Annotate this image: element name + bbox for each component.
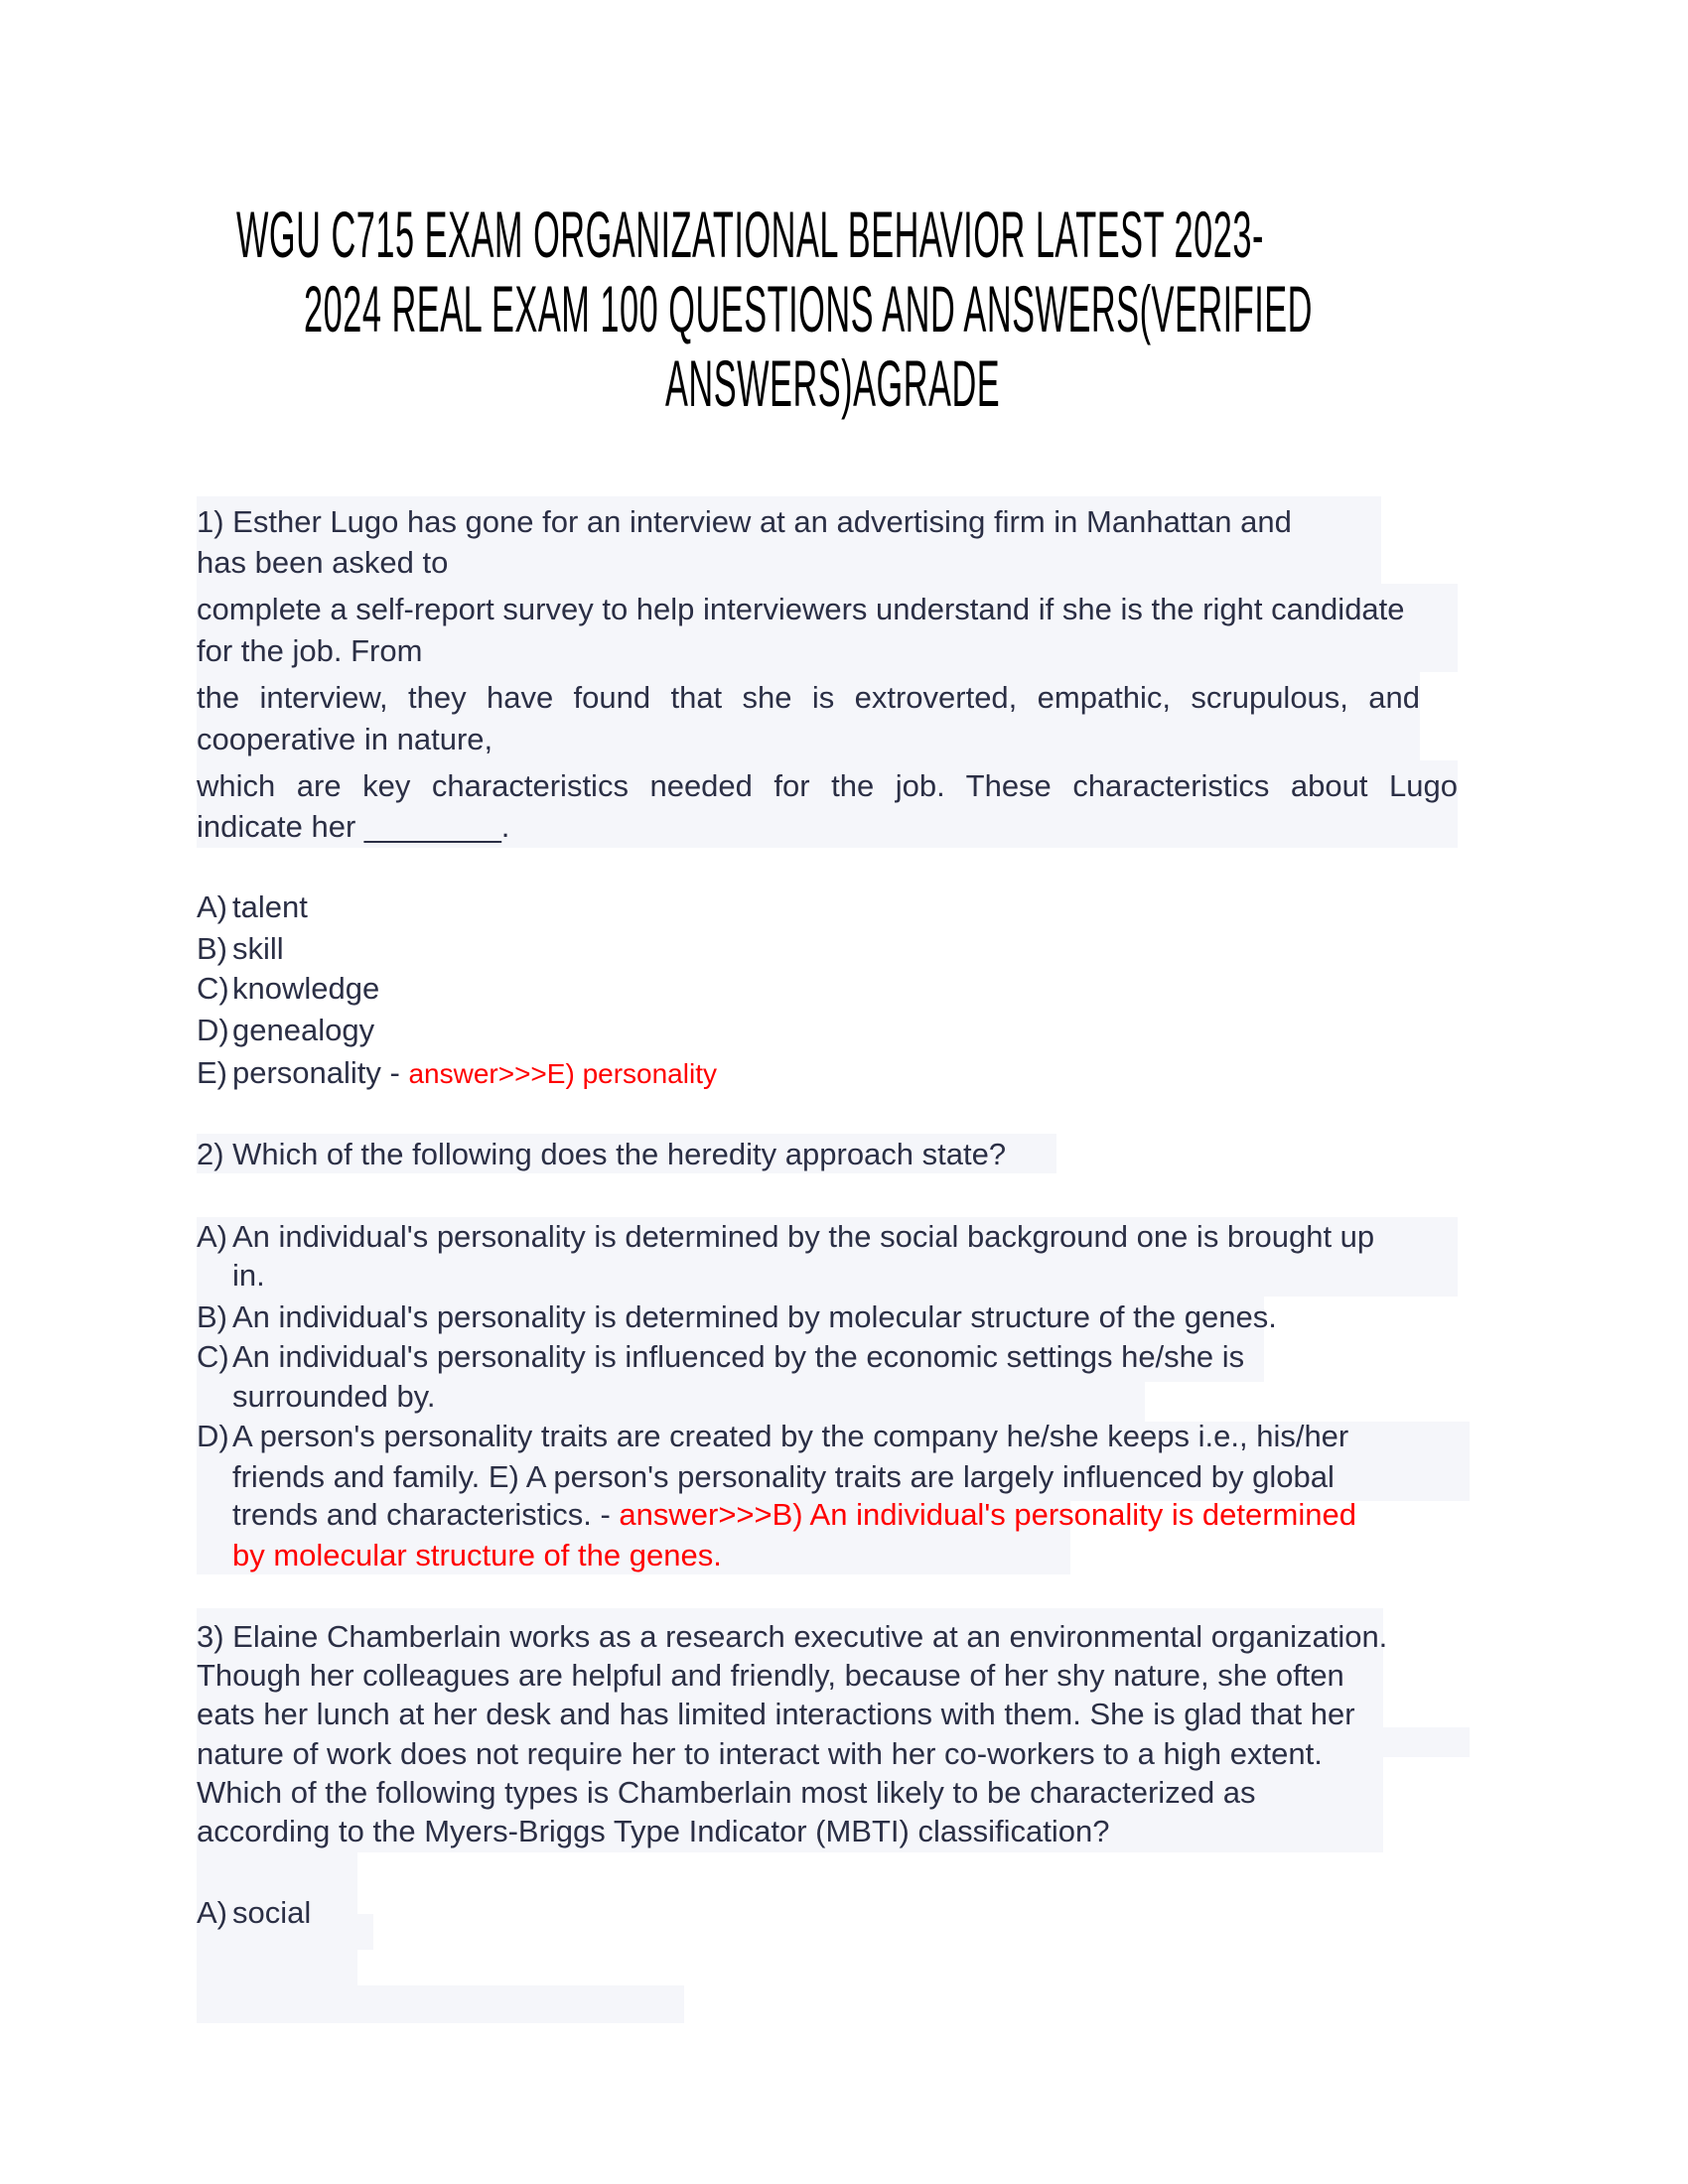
option-text-continued: in. — [232, 1258, 265, 1293]
option-label: B) — [197, 931, 227, 966]
option-b — [197, 1297, 1277, 1337]
document-title-line-3: ANSWERS)AGRADE — [665, 346, 1001, 420]
question-text-line: 2) Which of the following does the heredity approach state? — [197, 1137, 1007, 1171]
option-label: A) — [197, 889, 227, 924]
question-text-line: Which of the following types is Chamberlain most likely to be characterized as — [197, 1775, 1256, 1810]
option-label: B) — [197, 1299, 227, 1334]
option-text: An individual's personality is determined by molecular structure of the genes. — [232, 1299, 1277, 1334]
answer-text-continued: by molecular structure of the genes. — [232, 1538, 722, 1572]
option-text: genealogy — [232, 1013, 375, 1047]
document-title-line-1: WGU C715 EXAM ORGANIZATIONAL BEHAVIOR LATEST 2023- — [236, 198, 1264, 271]
option-e — [197, 1053, 717, 1094]
option-label: D) — [197, 1419, 229, 1453]
option-label: D) — [197, 1013, 229, 1047]
highlight-bg — [197, 1950, 357, 1985]
option-text: knowledge — [232, 971, 380, 1006]
option-d — [197, 1011, 374, 1050]
question-text-line: the interview, they have found that she is extroverted, empathic, scrupulous, and — [197, 680, 1420, 715]
option-label: A) — [197, 1219, 227, 1254]
option-a — [197, 887, 308, 927]
option-label: C) — [197, 971, 229, 1006]
question-text-line: according to the Myers-Briggs Type Indicator (MBTI) classification? — [197, 1814, 1110, 1848]
answer-text: answer>>>E) personality — [408, 1058, 717, 1089]
option-text-continued: surrounded by. — [232, 1379, 436, 1414]
option-label: C) — [197, 1339, 229, 1374]
option-text: trends and characteristics. - — [232, 1497, 620, 1532]
option-text: personality - — [232, 1055, 409, 1090]
option-text-continued — [232, 1495, 1356, 1535]
option-c — [197, 1337, 1244, 1377]
option-c — [197, 969, 379, 1009]
question-text-line: which are key characteristics needed for the job. These characteristics about Lugo — [197, 768, 1458, 803]
question-text-line: has been asked to — [197, 545, 449, 580]
highlight-bg — [197, 1985, 684, 2023]
question-text-line: 3) Elaine Chamberlain works as a research executive at an environmental organization. — [197, 1619, 1388, 1654]
option-text: A person's personality traits are created by the company he/she keeps i.e., his/her — [232, 1419, 1349, 1453]
question-text-line: for the job. From — [197, 633, 423, 668]
question-text-line: 1) Esther Lugo has gone for an interview at an advertising firm in Manhattan and — [197, 504, 1292, 539]
question-text-line: eats her lunch at her desk and has limited interactions with them. She is glad that her — [197, 1697, 1355, 1731]
option-text: talent — [232, 889, 308, 924]
option-d — [197, 1417, 1348, 1456]
option-a — [197, 1217, 1374, 1257]
question-text-line: Though her colleagues are helpful and friendly, because of her shy nature, she often — [197, 1658, 1344, 1693]
question-text-line: indicate her ________. — [197, 809, 510, 844]
option-text: skill — [232, 931, 284, 966]
option-b — [197, 929, 284, 969]
option-text: social — [232, 1895, 312, 1930]
option-label: E) — [197, 1055, 227, 1090]
option-text: An individual's personality is influenced by the economic settings he/she is — [232, 1339, 1245, 1374]
document-title-line-2: 2024 REAL EXAM 100 QUESTIONS AND ANSWERS(VERIFIED — [304, 272, 1313, 345]
option-a — [197, 1893, 311, 1933]
option-label: A) — [197, 1895, 227, 1930]
option-text-continued: friends and family. E) A person's personality traits are largely influenced by global — [232, 1459, 1335, 1494]
question-text-line: nature of work does not require her to interact with her co-workers to a high extent. — [197, 1736, 1323, 1771]
answer-text: answer>>>B) An individual's personality is determined — [619, 1497, 1356, 1532]
question-text-line: cooperative in nature, — [197, 722, 493, 756]
question-text-line: complete a self-report survey to help interviewers understand if she is the right candidate — [197, 592, 1405, 626]
option-text: An individual's personality is determined by the social background one is brought up — [232, 1219, 1375, 1254]
